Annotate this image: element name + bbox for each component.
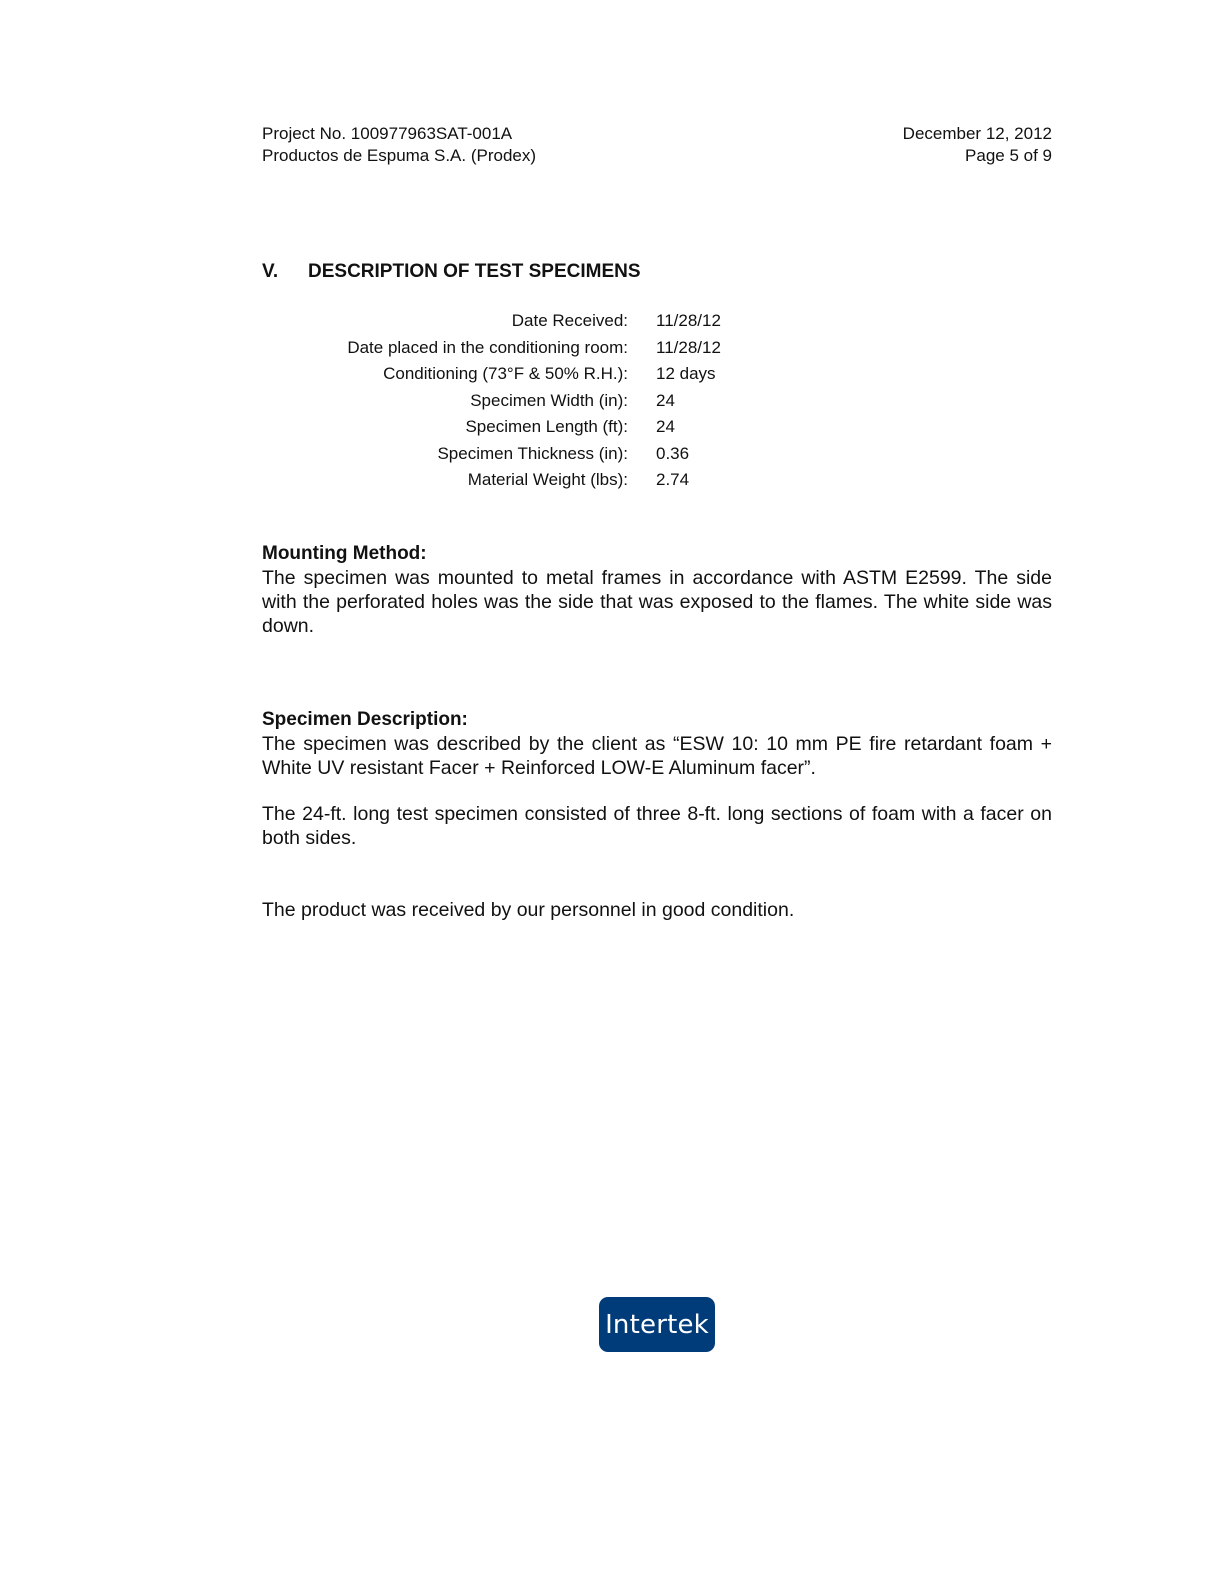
spec-value: 12 days [656, 364, 716, 384]
mounting-method-text: The specimen was mounted to metal frames in accordance with ASTM E2599. The side with the perforated holes was the side that was exposed to the flames. The white side was down. [262, 567, 1052, 637]
spec-label: Material Weight (lbs): [467, 470, 628, 490]
table-row [262, 467, 721, 494]
mounting-method-block [262, 542, 1052, 638]
spec-label: Date Received: [511, 311, 628, 331]
condition-note: The product was received by our personnel in good condition. [262, 899, 795, 921]
specimen-construction-text: The 24-ft. long test specimen consisted of three 8-ft. long sections of foam with a facer on both sides. [262, 803, 1052, 849]
page-number: Page 5 of 9 [965, 146, 1052, 165]
table-row [262, 414, 721, 441]
table-row [262, 441, 721, 468]
spec-label: Specimen Length (ft): [465, 417, 628, 437]
specimen-description-block [262, 708, 1052, 780]
spec-value: 0.36 [656, 443, 690, 463]
specimen-description-text: The specimen was described by the client as “ESW 10: 10 mm PE fire retardant foam + White UV resistant Facer + Reinforced LOW-E Aluminum facer”. [262, 733, 1052, 779]
project-number: Project No. 100977963SAT-001A [262, 124, 513, 143]
spec-value: 11/28/12 [656, 337, 721, 357]
table-row [262, 335, 721, 362]
report-date: December 12, 2012 [902, 124, 1052, 143]
spec-value: 24 [656, 390, 675, 410]
table-row [262, 361, 721, 388]
client-name: Productos de Espuma S.A. (Prodex) [262, 146, 537, 165]
table-row [262, 308, 721, 335]
spec-label: Specimen Thickness (in): [437, 443, 628, 463]
spec-value: 24 [656, 417, 675, 437]
section-title: DESCRIPTION OF TEST SPECIMENS [308, 261, 641, 282]
table-row [262, 388, 721, 415]
section-number: V. [262, 261, 279, 282]
header-right [903, 123, 1052, 167]
logo-text: Intertek [605, 1309, 709, 1340]
specimen-description-title: Specimen Description: [262, 709, 468, 730]
header-left [262, 123, 536, 167]
spec-value: 2.74 [656, 470, 690, 490]
section-heading [262, 261, 641, 283]
specimen-details-table [262, 308, 721, 494]
spec-label: Date placed in the conditioning room: [347, 337, 628, 357]
intertek-logo [599, 1297, 715, 1352]
mounting-method-title: Mounting Method: [262, 543, 427, 564]
spec-label: Specimen Width (in): [470, 390, 628, 410]
spec-value: 11/28/12 [656, 311, 721, 331]
spec-label: Conditioning (73°F & 50% R.H.): [383, 364, 628, 384]
